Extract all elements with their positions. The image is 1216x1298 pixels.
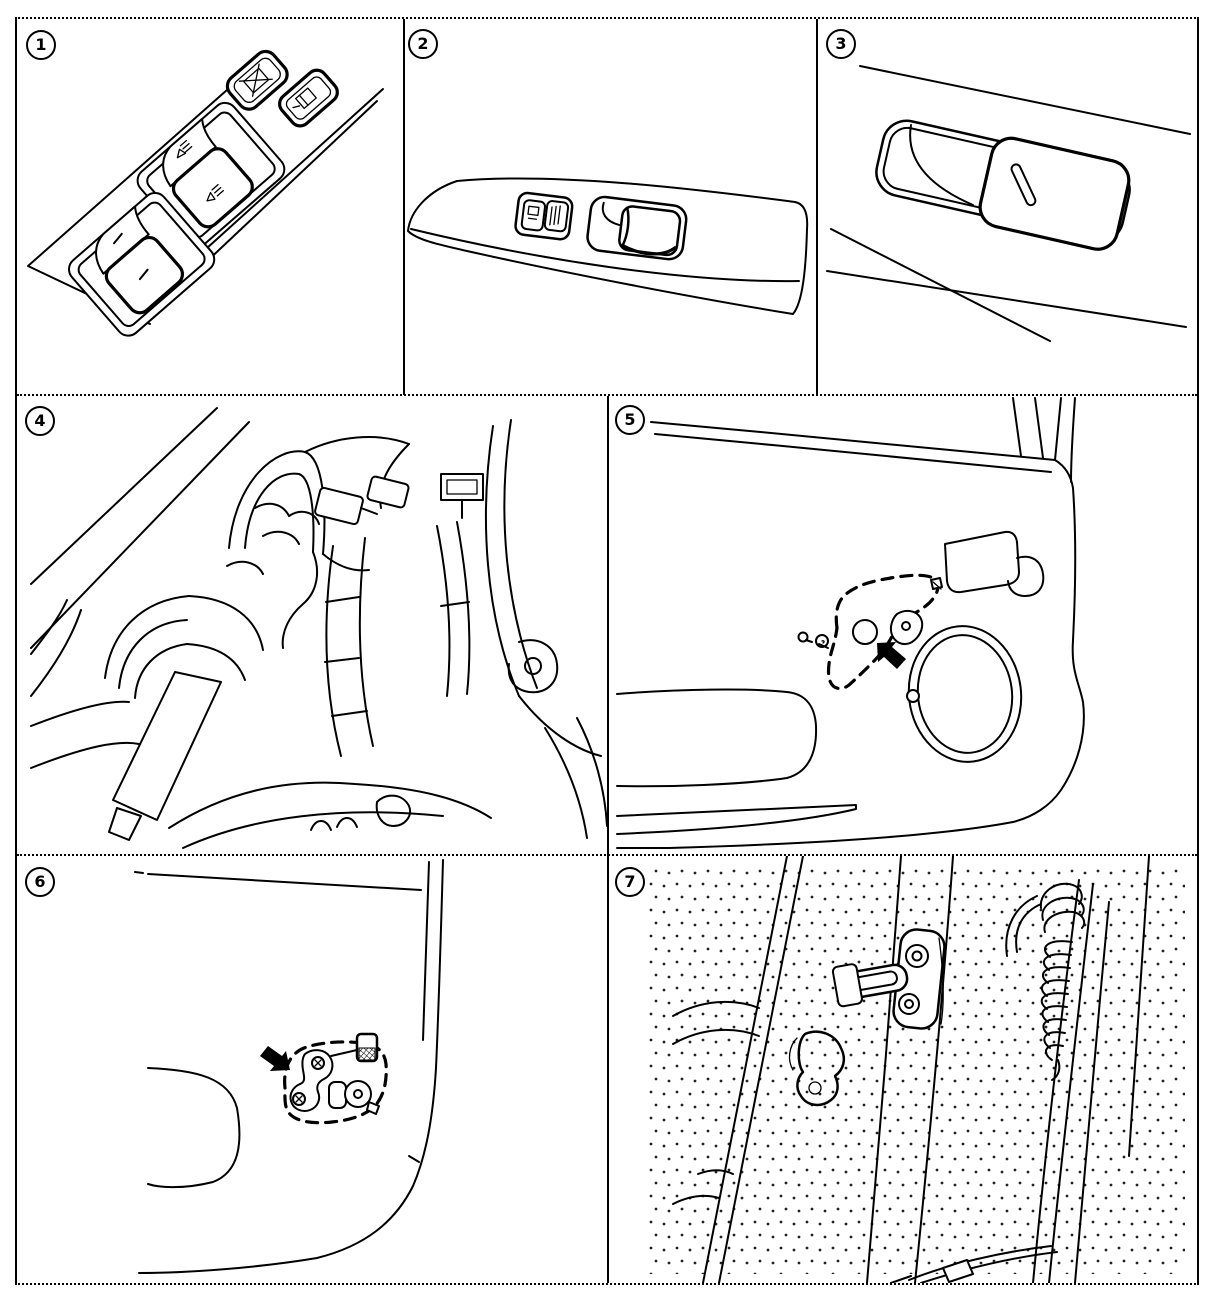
panel-4-number-badge: 4	[25, 406, 55, 436]
rear-window-switch-icon	[818, 19, 1197, 394]
engine-compartment-illustration	[17, 396, 607, 854]
panel-1-number-badge: 1	[26, 30, 56, 60]
main-window-switch-icon	[17, 19, 403, 394]
panel-3	[818, 19, 1197, 394]
door-lock-location-illustration	[17, 856, 607, 1283]
panel-6	[17, 856, 607, 1283]
front-door-panel-illustration	[609, 396, 1197, 854]
passenger-window-switch-icon	[405, 19, 816, 394]
panel-7	[609, 856, 1197, 1283]
panel-6-number-badge: 6	[25, 867, 55, 897]
panel-1	[17, 19, 403, 394]
door-jamb-illustration	[609, 856, 1197, 1283]
panel-5-number-badge: 5	[615, 405, 645, 435]
panel-3-number-badge: 3	[826, 29, 856, 59]
panel-5	[609, 396, 1197, 854]
panel-7-number-badge: 7	[615, 867, 645, 897]
panel-2	[405, 19, 816, 394]
panel-4	[17, 396, 607, 854]
panel-2-number-badge: 2	[408, 29, 438, 59]
